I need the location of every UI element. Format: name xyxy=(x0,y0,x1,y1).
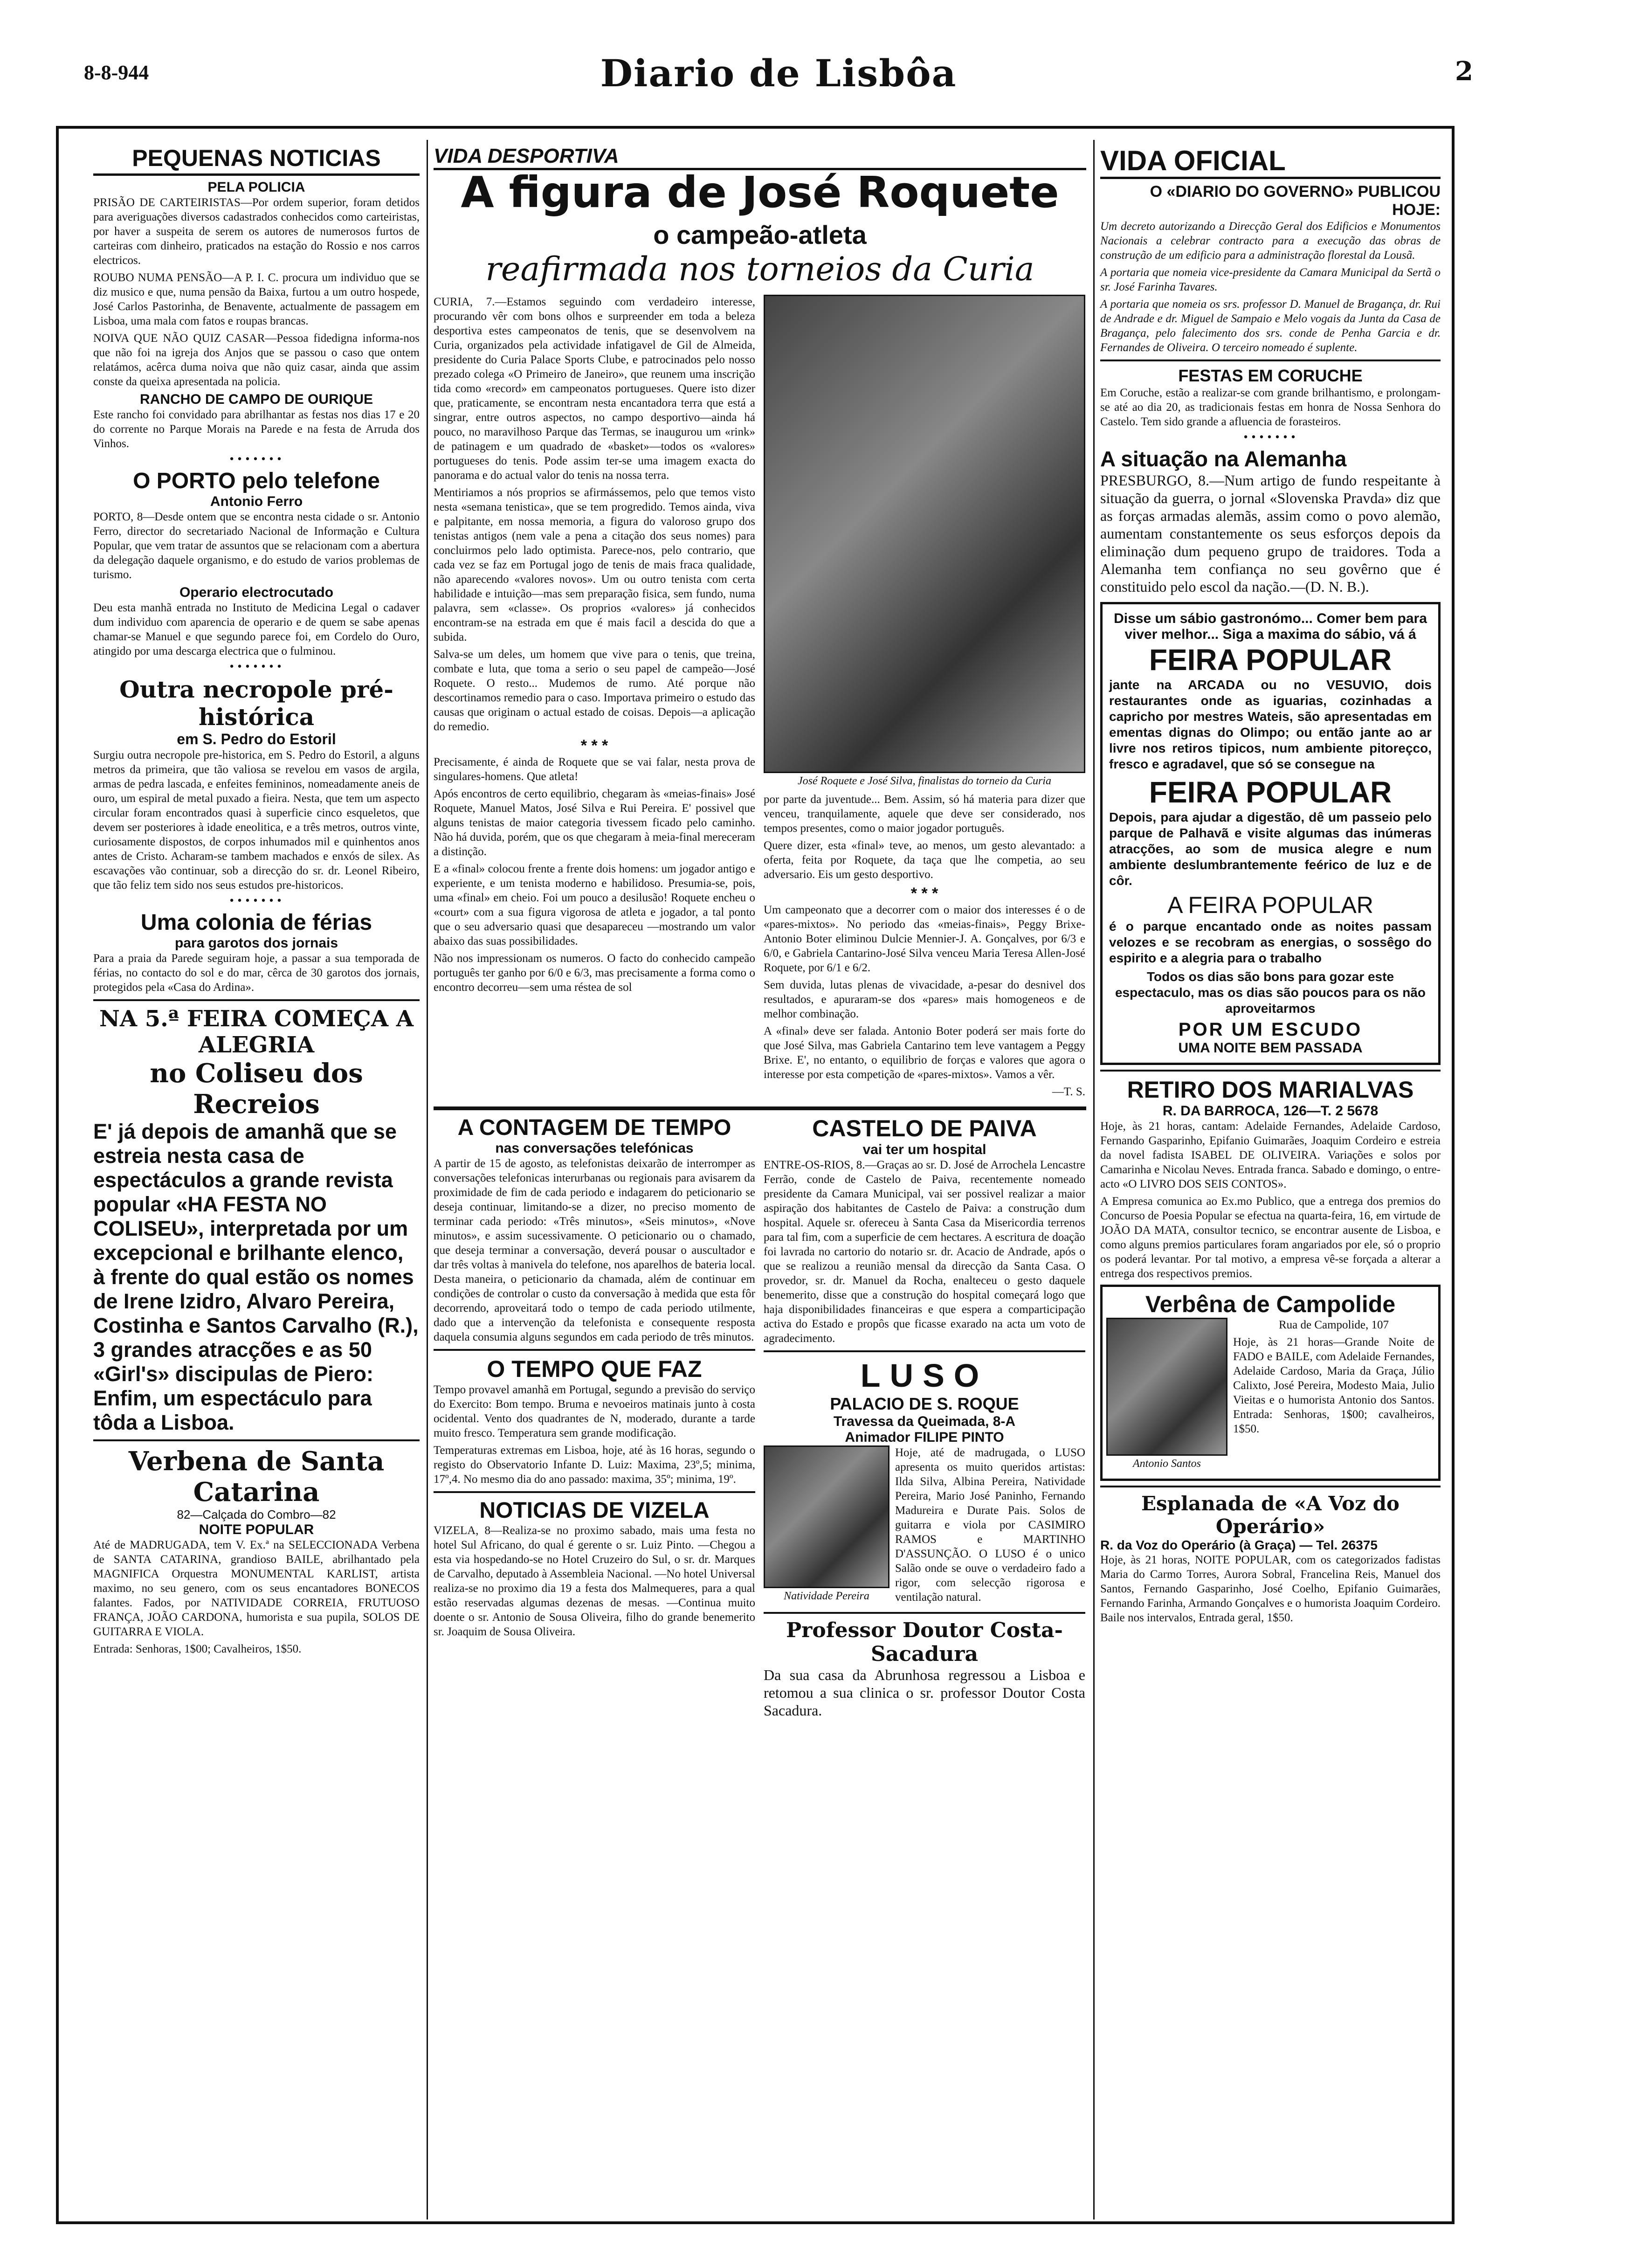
section-kicker: VIDA DESPORTIVA xyxy=(434,145,1086,170)
signature: —T. S. xyxy=(1052,1086,1085,1098)
section-heading: VIDA OFICIAL xyxy=(1100,145,1441,179)
article-text: ENTRE-OS-RIOS, 8.—Graças ao sr. D. José de Arrochela Lencastre Ferrão, conde de Castelo de Paiva, recentemente nomeado presidente da Camara Municipal, vai ser possivel realizar a maior aspiração dos habitantes de Castelo de Paiva: a construção dum hospital. Aquele sr. ofereceu à Santa Casa da Misericordia terrenos para tal fim, com a superficie de cem hectares. A escritura de doação foi lavrada no cartorio do notario sr. dr. Acacio de Andrade, após o que se realizou a reunião mensal da direcção da Santa Casa. O provedor, sr. dr. Manuel da Rocha, enalteceu o gesto daquele benemerito, disse que a construção do hospital começará logo que haja disponibilidades financeiras e que espera a comparticipação activa do Estado e propôs que ficasse exarado na acta um voto de agradecimento. xyxy=(764,1159,1085,1345)
ad-subheading: NOITE POPULAR xyxy=(199,1522,314,1537)
divider xyxy=(1100,360,1441,361)
ad-heading: Esplanada de «A Voz do Operário» xyxy=(1141,1492,1400,1538)
article-heading: A CONTAGEM DE TEMPO xyxy=(457,1115,731,1140)
divider: ••••••• xyxy=(228,895,284,907)
feira-popular-ad xyxy=(1100,602,1441,1065)
ad-subheading: PALACIO DE S. ROQUE xyxy=(830,1394,1019,1413)
separator: * * * xyxy=(910,885,938,902)
photo-tennis-players xyxy=(764,295,1085,773)
ad-address: 82—Calçada do Combro—82 xyxy=(177,1507,336,1521)
column-divider xyxy=(1093,140,1095,2220)
column-divider xyxy=(427,140,428,2220)
subheadline: o campeão-atleta xyxy=(653,220,867,249)
divider xyxy=(1100,1486,1441,1487)
ad-text: é o parque encantado onde as noites passam velozes e se recobram as energias, o sossêgo do espirito e a alegria para o trabalho xyxy=(1109,919,1432,965)
issue-date: 8-8-944 xyxy=(84,61,149,84)
ad-heading: RETIRO DOS MARIALVAS xyxy=(1127,1077,1414,1103)
article-text: Este rancho foi convidado para abrilhantar as festas nos dias 17 e 20 do corrente no Parque Morais na Parede e na festa de Arruda dos Vinhos. xyxy=(93,408,420,450)
ad-heading: no Coliseu dos Recreios xyxy=(150,1058,363,1120)
ad-heading: FEIRA POPULAR xyxy=(1149,643,1392,677)
article-text: Mentiriamos a nós proprios se afirmássemos, pelo que temos visto nesta «semana tenistica», que se tem progredido. Temos ainda, viva e palpitante, em nossa memoria, a figura do valoroso grupo dos tenistas antigos (nem vale a pena a citação dos seus nomes) para concluirmos pelo lado optimista. Parece-nos, pelo contrario, que cada vez se faz em Portugal jogo de tenis de mais fraca qualidade, não aparecendo «valores novos». Um ou outro tenista com certa habilidade e intuição—mas sem preparação fisica, sem fundo, numa palavra, sem «classe». Os proprios «valores» já conhecidos encontram-se na estrada em que é mais facil a descida do que a subida. xyxy=(434,486,755,643)
ad-text: Hoje, às 21 horas, NOITE POPULAR, com os categorizados fadistas Maria do Carmo Torres, Aurora Sobral, Francelina Reis, Manuel dos Santos, Fernando Gasparinho, José Coelho, Epifanio Guimarães, Fernando Farinha, Armando Gonçalves e o humorista Joaquim Cordeiro. Baile nos intervalos, Entrada geral, 1$50. xyxy=(1100,1554,1441,1624)
ad-address: Travessa da Queimada, 8-A xyxy=(833,1414,1016,1429)
ad-price: Entrada: Senhoras, 1$00; Cavalheiros, 1$50. xyxy=(93,1643,302,1655)
ad-address: R. da Voz do Operário (à Graça) — Tel. 26375 xyxy=(1100,1538,1378,1552)
article-heading: Uma colonia de férias xyxy=(140,910,372,935)
divider xyxy=(93,1439,420,1441)
article-text: E a «final» colocou frente a frente dois homens: um jogador antigo e experiente, e um tenista moderno e habilidoso. Presumia-se, pois, uma «final» em cheio. Foi um pouco a desilusão! Roquete encheu o «court» com a sua figura vigorosa de atleta e jogador, a tal ponto que o seu adversario quasi que desapareceu —mostrando um valor abaixo das suas possibilidades. xyxy=(434,863,755,947)
ad-heading: Verbêna de Campolide xyxy=(1145,1291,1396,1317)
article-text: Em Coruche, estão a realizar-se com grande brilhantismo, e prolongam-se até ao dia 20, as tradicionais festas em honra de Nossa Senhora do Castelo. Tem sido grande a afluencia de forasteiros. xyxy=(1100,387,1441,428)
ad-text: Depois, para ajudar a digestão, dê um passeio pelo parque de Palhavã e visite algumas das inúmeras atracções, ao som de musica alegre e num ambiente deslumbrantemente feérico de luz e de côr. xyxy=(1109,810,1432,888)
article-text: PRISÃO DE CARTEIRISTAS—Por ordem superior, foram detidos para averiguações diversos cadastrados conhecidos como carteiristas, por haver a suspeita de serem os autores de numerosos furtos de carteiras com dinheiro, praticados na estação do Rossio e nos carros electricos. xyxy=(93,196,420,267)
page-number: 2 xyxy=(1455,56,1473,87)
article-subheading: Antonio Ferro xyxy=(210,494,303,509)
article-heading: Outra necropole pré-histórica xyxy=(119,676,393,731)
article-text: Tempo provavel amanhã em Portugal, segundo a previsão do serviço do Exercito: Bom tempo. Bruma e nevoeiros matinais junto à costa ocidental. Vento dos quadrantes de N, moderado, durante a tarde muito fresco. Temperatura sem grande modificação. xyxy=(434,1383,755,1439)
ad-text: Hoje, às 21 horas—Grande Noite de FADO e BAILE, com Adelaide Fernandes, Adelaide Cardoso, Maria da Graça, Júlio Calixto, José Pereira, Modesto Maia, Julio Vieitas e o humorista Antonio dos Santos. Entrada: Senhoras, 1$00; cavalheiros, 1$50. xyxy=(1233,1336,1434,1435)
divider xyxy=(93,999,420,1001)
divider xyxy=(764,1612,1085,1614)
divider xyxy=(434,1491,755,1493)
column-right xyxy=(1100,145,1441,1628)
divider: ••••••• xyxy=(228,661,284,673)
article-subheading: nas conversações telefónicas xyxy=(495,1141,694,1156)
divider xyxy=(434,1349,755,1351)
article-text: NOIVA QUE NÃO QUIZ CASAR—Pessoa fidedigna informa-nos que não foi na igreja dos Anjos que se passou o caso que ontem relatámos, acêrca duma noiva que não quiz casar, ainda que assim conste da queixa apresentada na policia. xyxy=(93,332,420,388)
ad-heading: FEIRA POPULAR xyxy=(1149,775,1392,809)
ad-price: POR UM ESCUDO xyxy=(1178,1019,1363,1040)
article-text: A partir de 15 de agosto, as telefonistas deixarão de interromper as conversações telefonicas interurbanas ou regionais para avisarem da proximidade de fim de cada periodo e indagarem do peticionario se deseja continuar, limitando-se a dizer, no preciso momento de terminar cada periodo: «Três minutos», «Seis minutos», «Nove minutos», e assim sucessivamente. O peticionario ou o chamado, que deseja terminar a conversação, deverá pousar o auscultador e dar três voltas à manivela do telefone, nos aparelhos de bateria local. Desta maneira, o peticionario da chamada, além de continuar em condições de controlar o custo da conversação à medida que esta fôr decorrendo, aproveitará todo o tempo de cada periodo utilmente, dado que a intervenção da telefonista e consequente resposta daquela consumia alguns segundos em cada periodo de três minutos. xyxy=(434,1157,755,1343)
article-text: Sem duvida, lutas plenas de vivacidade, a-pesar do desnivel dos resultados, e apuraram-se dos «pares» mais homogeneos e de melhor combinação. xyxy=(764,979,1085,1020)
column-left xyxy=(93,145,420,1659)
ad-text: Hoje, às 21 horas, cantam: Adelaide Fernandes, Adelaide Cardoso, Fernando Gasparinho, Epifanio Guimarães, Joaquim Cordeiro e estreia da novel fadista ISABEL DE OLIVEIRA. Variações e solos por Camarinha e Nicolau Neves. Entrada franca. Sabado e domingo, o entre-acto «O LIVRO DOS SEIS CONTOS». xyxy=(1100,1120,1441,1190)
article-subheading: para garotos dos jornais xyxy=(174,935,338,951)
divider xyxy=(434,1106,1086,1110)
article-heading: O PORTO pelo telefone xyxy=(133,469,380,493)
article-heading: O TEMPO QUE FAZ xyxy=(487,1356,702,1382)
column-center xyxy=(434,145,1086,1722)
ad-text: Disse um sábio gastronómo... Comer bem para viver melhor... Siga a maxima do sábio, vá á xyxy=(1114,611,1427,642)
photo-caption: Antonio Santos xyxy=(1132,1458,1201,1470)
campolide-ad xyxy=(1100,1285,1441,1481)
divider xyxy=(764,1350,1085,1352)
article-heading: RANCHO DE CAMPO DE OURIQUE xyxy=(139,392,373,407)
photo-caption: Natividade Pereira xyxy=(784,1590,869,1602)
divider xyxy=(1100,1070,1441,1072)
headline: A figura de José Roquete xyxy=(461,167,1059,217)
article-text: Deu esta manhã entrada no Instituto de Medicina Legal o cadaver dum individuo com aparencia de operario e de quem se sabe apenas chamar-se Manuel e que segundo parece foi, em Cordelo do Ouro, atingido por uma descarga electrica que o fulminou. xyxy=(93,602,420,657)
subheadline: reafirmada nos torneios da Curia xyxy=(485,250,1034,288)
divider: ••••••• xyxy=(228,454,284,465)
photo-natividade-pereira xyxy=(764,1445,889,1588)
article-text: ROUBO NUMA PENSÃO—A P. I. C. procura um individuo que se diz musico e que, numa pensão da Baixa, furtou a um outro hospede, José Carlos Pastorinha, de Benavente, actualmente de passagem em Lisboa, uma mala com fatos e roupas brancas. xyxy=(93,271,420,327)
article-text: Salva-se um deles, um homem que vive para o tenis, que treina, combate e luta, que toma a serio o seu papel de campeão—José Roquete. O resto... Mudemos de rumo. Até porque não descortinamos remedio para o caso. Importava primeiro o estudo das causas que originam o actual estado de coisas. Depois—a aplicação do remedio. xyxy=(434,648,755,733)
article-text: Um decreto autorizando a Direcção Geral dos Edificios e Monumentos Nacionais a celebrar contracto para a execução das obras de construção de um edificio para a administração florestal da Lousã. xyxy=(1100,220,1441,262)
ad-subheading: Animador FILIPE PINTO xyxy=(845,1430,1004,1445)
article-text: A portaria que nomeia vice-presidente da Camara Municipal da Sertã o sr. José Farinha Tavares. xyxy=(1100,266,1441,293)
article-text: VIZELA, 8—Realiza-se no proximo sabado, mais uma festa no hotel Sul Africano, do qual é gerente o sr. Luiz Pinto. —Chegou a esta via hospedando-se no Hotel Cruzeiro do Sul, o sr. dr. Marques de Carvalho, deputado à Assembleia Nacional. —No hotel Universal realiza-se no proximo dia 19 a festa dos Malmequeres, para a qual estão reservadas algumas dezenas de mesas. —Continua muito doente o sr. Antonio de Sousa Oliveira, filho do grande benemerito sr. Joaquim de Sousa Oliveira. xyxy=(434,1524,755,1638)
section-heading: PEQUENAS NOTICIAS xyxy=(93,145,420,176)
article-heading: FESTAS EM CORUCHE xyxy=(1178,366,1363,385)
masthead xyxy=(70,51,1487,103)
article-text: PRESBURGO, 8.—Num artigo de fundo respeitante à situação da guerra, o jornal «Slovenska Pravda» diz que as forças armadas alemãs, assim como o povo alemão, aumentam constantemente os seus esforços depois da eliminação dum pequeno grupo de traidores. Toda a Alemanha tem confiança no seu govêrno que é constituido pelo escol da nação.—(D. N. B.). xyxy=(1100,472,1441,595)
article-heading: NOTICIAS DE VIZELA xyxy=(479,1498,710,1523)
ad-text: A Empresa comunica ao Ex.mo Publico, que a entrega dos premios do Concurso de Poesia Popular se efectua na quarta-feira, 16, em virtude de JOÃO DA MATA, consultor tecnico, se encontrar ausente de Lisboa, e como alguns premios particulares foram angariados por ele, só o proprio os poderá levantar. Por tal motivo, a empresa vê-se forçada a alterar a entrega dos respectivos premios. xyxy=(1100,1195,1441,1280)
article-heading: O «DIARIO DO GOVERNO» PUBLICOU HOJE: xyxy=(1150,183,1441,219)
separator: * * * xyxy=(580,737,608,754)
article-text: A «final» deve ser falada. Antonio Boter poderá ser mais forte do que José Silva, mas Gabriela Cantarino tem leve vantagem a Peggy Brixe. E', no entanto, o equilibrio de forças e valores que agora o interesse por esta competição de «pares-mixtos». Vamos a vêr. xyxy=(764,1025,1085,1081)
ad-address: Rua de Campolide, 107 xyxy=(1278,1319,1389,1331)
article-text: CURIA, 7.—Estamos seguindo com verdadeiro interesse, procurando vêr com bons olhos e surpreender em toda a beleza desportiva estes campeonatos de tenis, que se desenvolvem na Curia, organizados pela actividade infatigavel de Gil de Almeida, presidente do Curia Palace Sports Clube, e patrocinados pelo nosso prezado colega «O Primeiro de Janeiro», que reunem uma inscrição tida como «record» em campeonatos portugueses. Quere isto dizer que, praticamente, se encontram nesta encantadora terra que está a singrar, entre outros aspectos, no campo desportivo—ainda há pouco, no maravilhoso Parque das Termas, se inaugurou um «rink» de patinagem e um quadrado de «basket»—todos os «valores» portugueses do tenis. Pode assim ter-se uma imagem exacta do panorama e do actual valor do tenis na nossa terra. xyxy=(434,296,755,482)
ad-text: jante na ARCADA ou no VESUVIO, dois restaurantes onde as iguarias, cozinhadas a capricho por mestres Wateis, são apresentadas em ementas dignas do Olimpo; ou então jante ao ar livre nos retiros tipicos, num ambiente pitoreçco, fresco e agradavel, que só se consegue na xyxy=(1109,678,1432,771)
article-text: Após encontros de certo equilibrio, chegaram às «meias-finais» José Roquete, Manuel Matos, José Silva e Rui Pereira. E' possivel que alguns tenistas de maior categoria tivessem ficado pelo caminho. Não há duvida, porém, que os que chegaram à meia-final mereceram a distinção. xyxy=(434,788,755,858)
ad-address: R. DA BARROCA, 126—T. 2 5678 xyxy=(1162,1103,1379,1119)
ad-heading: LUSO xyxy=(860,1357,989,1394)
newspaper-title: Diario de Lisbôa xyxy=(600,51,957,95)
article-text: Quere dizer, esta «final» teve, ao menos, um gesto alevantado: a oferta, feita por Roquete, da taça que lhe competia, ao seu adversario. Eis um gesto desportivo. xyxy=(764,839,1085,881)
article-subheading: em S. Pedro do Estoril xyxy=(177,731,336,747)
ad-heading: A FEIRA POPULAR xyxy=(1167,892,1373,918)
article-heading: A situação na Alemanha xyxy=(1100,447,1347,471)
article-text: Um campeonato que a decorrer com o maior dos interesses é o de «pares-mixtos». No periodo das «meias-finais», Peggy Brixe-Antonio Boter eliminou Dulcie Mennier-J. A. Gonçalves, por 6/3 e 6/0, e Gabriela Cantarino-José Silva venceu Maria Teresa Allen-José Roquete, por 6/1 e 6/2. xyxy=(764,904,1085,974)
article-heading: CASTELO DE PAIVA xyxy=(812,1115,1037,1141)
article-text: Surgiu outra necropole pre-historica, em S. Pedro do Estoril, a alguns metros da primeira, que tão valiosa se revelou em vasos de argila, armas de pedra lascada, e enfeites femininos, nomeadamente aneis de ouro, um espiral de metal puxado a fieira. Nesta, que tem um aspecto circular foram encontrados quasi à superficie cinco esqueletos, que devem ser posteriores à idade eneolitica, e a três metros, outros vinte, curiosamente dispostos, de corpos inhumados mil e quinhentos anos antes de Cristo. Acharam-se tambem machados e enxós de silex. As escavações vão continuar, sob a direcção do sr. dr. Leonel Ribeiro, que tão feliz tem sido nos seus estudos pre-historicos. xyxy=(93,749,420,892)
ad-text: Até de MADRUGADA, tem V. Ex.ª na SELECCIONADA Verbena de SANTA CATARINA, grandioso BAILE, abrilhantado pela MAGNIFICA Orquestra MONUMENTAL KARLIST, artista maximo, no seu genero, com os seus encantadores BONECOS falantes. Fados, por NATIVIDADE CORREIA, FRUTUOSO FRANÇA, JOÃO CARDONA, humorista e sua pupila, SOLOS DE GUITARRA E VIOLA. xyxy=(93,1539,420,1638)
photo-caption: José Roquete e José Silva, finalistas do torneio da Curia xyxy=(798,775,1051,787)
article-text: Temperaturas extremas em Lisboa, hoje, até às 16 horas, segundo o registo do Observatorio Infante D. Luiz: Maxima, 23º,5; minima, 17º,4. No mesmo dia do ano passado: maxima, 35º; minima, 19º. xyxy=(434,1444,755,1486)
article-subheading: vai ter um hospital xyxy=(862,1142,986,1157)
ad-heading: Professor Doutor Costa-Sacadura xyxy=(786,1618,1063,1666)
article-text: Precisamente, é ainda de Roquete que se vai falar, nesta prova de singulares-homens. Que atleta! xyxy=(434,756,755,783)
article-text: PORTO, 8—Desde ontem que se encontra nesta cidade o sr. Antonio Ferro, director do secretariado Nacional de Informação e Cultura Popular, que vem tratar de assuntos que se relacionam com a abertura da delegação daquele organismo, e do estudo de varios problemas de turismo. xyxy=(93,511,420,581)
ad-text: Hoje, até de madrugada, o LUSO apresenta os muito queridos artistas: Ilda Silva, Albina Pereira, Natividade Pereira, Mario José Paninho, Fernando Madureira e Durate Pais. Solos de guitarra e viola por CASIMIRO RAMOS e MARTINHO D'ASSUNÇÃO. O LUSO é o unico Salão onde se ouve o verdadeiro fado a rigor, com selecção rigorosa e ventilação natural. xyxy=(895,1446,1085,1604)
ad-heading: Verbena de Santa Catarina xyxy=(128,1446,385,1507)
ad-heading: NA 5.ª FEIRA COMEÇA A ALEGRIA xyxy=(99,1006,414,1058)
article-text: Para a praia da Parede seguiram hoje, a passar a sua temporada de férias, no contacto do sol e do mar, cêrca de 30 garotos dos jornais, protegidos pela «Casa do Ardina». xyxy=(93,952,420,994)
photo-antonio-santos xyxy=(1106,1318,1227,1456)
ad-text: E' já depois de amanhã que se estreia nesta casa de espectáculos a grande revista popular «HA FESTA NO COLISEU», interpretada por um excepcional e brilhante elenco, à frente do qual estão os nomes de Irene Izidro, Alvaro Pereira, Costinha e Santos Carvalho (R.), 3 grandes atracções e as 50 «Girl's» discipulas de Piero: Enfim, um espectáculo para tôda a Lisboa. xyxy=(93,1120,419,1434)
article-heading: PELA POLICIA xyxy=(207,180,305,195)
ad-text: UMA NOITE BEM PASSADA xyxy=(1178,1040,1363,1056)
article-text: A portaria que nomeia os srs. professor D. Manuel de Bragança, dr. Rui de Andrade e dr. Miguel de Sampaio e Melo vogais da Junta da Casa de Bragança, pelo falecimento dos srs. conde de Penha Garcia e dr. Fernandes de Oliveira. O terceiro nomeado é suplente. xyxy=(1100,298,1441,354)
ad-text: Todos os dias são bons para gozar este espectaculo, mas os dias são poucos para os não aproveitarmos xyxy=(1115,969,1426,1016)
divider: ••••••• xyxy=(1242,432,1298,443)
article-heading: Operario electrocutado xyxy=(179,585,334,600)
ad-text: Da sua casa da Abrunhosa regressou a Lisboa e retomou a sua clinica o sr. professor Doutor Costa Sacadura. xyxy=(764,1666,1085,1719)
article-text: por parte da juventude... Bem. Assim, só há materia para dizer que venceu, tranquilamente, aquele que deve ser considerado, nos tempos presentes, como o maior jogador português. xyxy=(764,793,1085,835)
article-text: Não nos impressionam os numeros. O facto do conhecido campeão português ter ganho por 6/0 e 6/3, mas precisamente a forma como o encontro decorreu—sem uma réstea de sol xyxy=(434,952,755,994)
